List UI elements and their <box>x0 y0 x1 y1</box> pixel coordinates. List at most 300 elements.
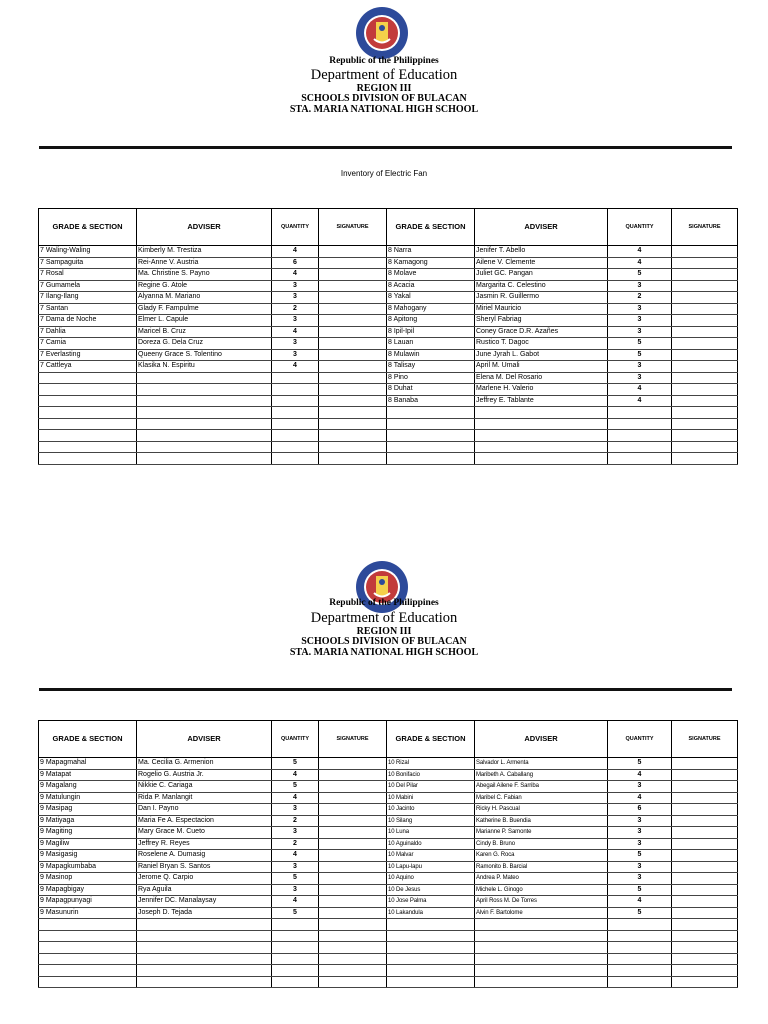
adviser-cell: Maribel C. Fabian <box>475 792 608 804</box>
signature-cell[interactable] <box>319 850 387 862</box>
signature-cell[interactable] <box>672 280 738 292</box>
section-cell: 10 Rizal <box>387 758 475 770</box>
quantity-cell: 3 <box>272 338 319 350</box>
signature-cell[interactable] <box>319 292 387 304</box>
signature-cell[interactable] <box>319 838 387 850</box>
region-label: REGION III <box>356 83 412 94</box>
col-grade-section: GRADE & SECTION <box>39 209 137 246</box>
table-row <box>39 257 738 269</box>
section-cell: 9 Masunurin <box>39 907 137 919</box>
table-row <box>39 919 738 931</box>
table-row <box>39 907 738 919</box>
table-row <box>39 292 738 304</box>
quantity-cell: 4 <box>272 769 319 781</box>
signature-cell[interactable] <box>672 395 738 407</box>
signature-cell[interactable] <box>319 919 387 931</box>
signature-cell[interactable] <box>672 804 738 816</box>
table-row <box>39 372 738 384</box>
signature-cell[interactable] <box>672 907 738 919</box>
adviser-cell: Jeffrey E. Tablante <box>475 395 608 407</box>
signature-cell[interactable] <box>319 942 387 954</box>
section-cell <box>39 919 137 931</box>
signature-cell[interactable] <box>319 430 387 442</box>
adviser-cell: Roselene A. Dumasig <box>137 850 272 862</box>
table-row <box>39 942 738 954</box>
adviser-cell: Regine G. Atole <box>137 280 272 292</box>
signature-cell[interactable] <box>319 965 387 977</box>
col-quantity: QUANTITY <box>608 209 672 246</box>
adviser-cell: Sheryl Fabriag <box>475 315 608 327</box>
quantity-cell: 4 <box>608 384 672 396</box>
adviser-cell: Mary Grace M. Cueto <box>137 827 272 839</box>
section-cell: 9 Masinop <box>39 873 137 885</box>
table-row <box>39 953 738 965</box>
signature-cell[interactable] <box>672 769 738 781</box>
table-row <box>39 838 738 850</box>
signature-cell[interactable] <box>672 441 738 453</box>
table-row <box>39 781 738 793</box>
signature-cell[interactable] <box>319 792 387 804</box>
section-cell <box>39 930 137 942</box>
section-cell: 7 Ilang-Ilang <box>39 292 137 304</box>
signature-cell[interactable] <box>672 292 738 304</box>
section-cell: 10 Aquino <box>387 873 475 885</box>
school-label: STA. MARIA NATIONAL HIGH SCHOOL <box>289 104 479 115</box>
section-cell: 10 Lapu-lapu <box>387 861 475 873</box>
table-row <box>39 407 738 419</box>
signature-cell[interactable] <box>672 430 738 442</box>
adviser-cell: Rogelio G. Austria Jr. <box>137 769 272 781</box>
adviser-cell: Karen G. Roca <box>475 850 608 862</box>
col-grade-section: GRADE & SECTION <box>387 209 475 246</box>
quantity-cell: 5 <box>272 873 319 885</box>
quantity-cell: 5 <box>608 269 672 281</box>
section-cell <box>387 441 475 453</box>
signature-cell[interactable] <box>672 781 738 793</box>
col-adviser: ADVISER <box>137 209 272 246</box>
signature-cell[interactable] <box>319 280 387 292</box>
section-cell <box>39 965 137 977</box>
signature-cell[interactable] <box>319 861 387 873</box>
adviser-cell: Raniel Bryan S. Santos <box>137 861 272 873</box>
signature-cell[interactable] <box>319 453 387 465</box>
adviser-cell <box>475 453 608 465</box>
signature-cell[interactable] <box>672 315 738 327</box>
signature-cell[interactable] <box>672 453 738 465</box>
adviser-cell <box>137 976 272 988</box>
adviser-cell <box>475 418 608 430</box>
signature-cell[interactable] <box>672 758 738 770</box>
table-row <box>39 326 738 338</box>
quantity-cell: 4 <box>272 792 319 804</box>
quantity-cell: 3 <box>272 884 319 896</box>
quantity-cell <box>272 418 319 430</box>
col-signature: SIGNATURE <box>319 209 387 246</box>
adviser-cell: Marlene H. Valerio <box>475 384 608 396</box>
signature-cell[interactable] <box>672 269 738 281</box>
signature-cell[interactable] <box>319 896 387 908</box>
section-cell <box>387 430 475 442</box>
adviser-cell: Andrea P. Mateo <box>475 873 608 885</box>
section-cell: 9 Magiting <box>39 827 137 839</box>
signature-cell[interactable] <box>319 758 387 770</box>
signature-cell[interactable] <box>672 930 738 942</box>
table-row <box>39 269 738 281</box>
signature-cell[interactable] <box>672 792 738 804</box>
quantity-cell <box>272 942 319 954</box>
section-cell <box>39 453 137 465</box>
table-row <box>39 349 738 361</box>
adviser-cell <box>137 942 272 954</box>
section-cell: 10 Lakandula <box>387 907 475 919</box>
signature-cell[interactable] <box>672 838 738 850</box>
section-cell: 8 Talisay <box>387 361 475 373</box>
adviser-cell <box>475 965 608 977</box>
section-cell: 10 Silang <box>387 815 475 827</box>
signature-cell[interactable] <box>672 303 738 315</box>
table-row <box>39 758 738 770</box>
signature-cell[interactable] <box>319 815 387 827</box>
section-cell: 9 Mapagmahal <box>39 758 137 770</box>
table-row <box>39 976 738 988</box>
adviser-cell: Jennifer DC. Manalaysay <box>137 896 272 908</box>
adviser-cell <box>137 930 272 942</box>
quantity-cell: 3 <box>272 827 319 839</box>
section-cell: 10 Aguinaldo <box>387 838 475 850</box>
signature-cell[interactable] <box>672 384 738 396</box>
col-adviser: ADVISER <box>137 721 272 758</box>
section-cell: 9 Magalang <box>39 781 137 793</box>
table-row <box>39 453 738 465</box>
signature-cell[interactable] <box>319 269 387 281</box>
section-cell: 9 Matiyaga <box>39 815 137 827</box>
signature-cell[interactable] <box>319 338 387 350</box>
col-quantity: QUANTITY <box>608 721 672 758</box>
signature-cell[interactable] <box>672 326 738 338</box>
section-cell: 7 Cattleya <box>39 361 137 373</box>
adviser-cell: April M. Umali <box>475 361 608 373</box>
quantity-cell <box>608 965 672 977</box>
signature-cell[interactable] <box>319 873 387 885</box>
section-cell: 8 Yakal <box>387 292 475 304</box>
quantity-cell: 4 <box>608 896 672 908</box>
signature-cell[interactable] <box>672 349 738 361</box>
adviser-cell: Klasika N. Espiritu <box>137 361 272 373</box>
quantity-cell: 2 <box>272 838 319 850</box>
section-cell: 8 Molave <box>387 269 475 281</box>
quantity-cell: 4 <box>272 326 319 338</box>
signature-cell[interactable] <box>319 781 387 793</box>
section-cell: 9 Masipag <box>39 804 137 816</box>
signature-cell[interactable] <box>672 246 738 258</box>
col-adviser: ADVISER <box>475 721 608 758</box>
table-row <box>39 884 738 896</box>
adviser-cell: Miriel Mauricio <box>475 303 608 315</box>
table-row <box>39 338 738 350</box>
signature-cell[interactable] <box>319 827 387 839</box>
section-cell: 10 De Jesus <box>387 884 475 896</box>
section-cell <box>39 976 137 988</box>
section-cell <box>387 919 475 931</box>
adviser-cell <box>475 407 608 419</box>
adviser-cell: Ma. Christine S. Payno <box>137 269 272 281</box>
quantity-cell: 4 <box>272 269 319 281</box>
section-cell <box>387 453 475 465</box>
signature-cell[interactable] <box>672 827 738 839</box>
adviser-cell: Cindy B. Bruno <box>475 838 608 850</box>
quantity-cell: 5 <box>608 907 672 919</box>
section-cell: 10 Bonifacio <box>387 769 475 781</box>
quantity-cell <box>272 953 319 965</box>
signature-cell[interactable] <box>319 246 387 258</box>
section-cell <box>387 418 475 430</box>
signature-cell[interactable] <box>319 407 387 419</box>
adviser-cell: Maribeth A. Caballang <box>475 769 608 781</box>
section-cell: 7 Dama de Noche <box>39 315 137 327</box>
signature-cell[interactable] <box>319 930 387 942</box>
adviser-cell <box>137 953 272 965</box>
quantity-cell: 5 <box>608 884 672 896</box>
adviser-cell: Nikkie C. Cariaga <box>137 781 272 793</box>
adviser-cell: Rya Aguila <box>137 884 272 896</box>
col-signature: SIGNATURE <box>319 721 387 758</box>
quantity-cell <box>608 942 672 954</box>
section-cell: 8 Lauan <box>387 338 475 350</box>
quantity-cell: 4 <box>608 257 672 269</box>
signature-cell[interactable] <box>319 395 387 407</box>
signature-cell[interactable] <box>672 873 738 885</box>
signature-cell[interactable] <box>672 257 738 269</box>
section-cell: 7 Santan <box>39 303 137 315</box>
section-cell: 7 Everlasting <box>39 349 137 361</box>
quantity-cell: 3 <box>272 280 319 292</box>
adviser-cell <box>475 953 608 965</box>
section-cell: 9 Masigasig <box>39 850 137 862</box>
adviser-cell: Ricky H. Pascual <box>475 804 608 816</box>
signature-cell[interactable] <box>672 942 738 954</box>
section-cell: 7 Camia <box>39 338 137 350</box>
quantity-cell: 5 <box>272 781 319 793</box>
col-adviser: ADVISER <box>475 209 608 246</box>
signature-cell[interactable] <box>319 326 387 338</box>
adviser-cell: Maria Fe A. Espectacion <box>137 815 272 827</box>
division-label: SCHOOLS DIVISION OF BULACAN <box>301 636 467 647</box>
signature-cell[interactable] <box>319 884 387 896</box>
adviser-cell <box>137 395 272 407</box>
section-cell: 8 Ipil-Ipil <box>387 326 475 338</box>
deped-seal-logo-icon <box>355 6 409 60</box>
inventory-table-grade-7-8 <box>38 208 738 465</box>
signature-cell[interactable] <box>319 349 387 361</box>
section-cell <box>39 418 137 430</box>
section-cell: 9 Mapagkumbaba <box>39 861 137 873</box>
quantity-cell: 3 <box>608 781 672 793</box>
signature-cell[interactable] <box>319 976 387 988</box>
quantity-cell: 4 <box>272 361 319 373</box>
signature-cell[interactable] <box>672 372 738 384</box>
quantity-cell: 5 <box>272 907 319 919</box>
adviser-cell: Katherine B. Buendia <box>475 815 608 827</box>
section-cell: 10 Luna <box>387 827 475 839</box>
quantity-cell: 4 <box>272 896 319 908</box>
quantity-cell <box>608 953 672 965</box>
signature-cell[interactable] <box>672 953 738 965</box>
adviser-cell <box>137 372 272 384</box>
section-cell <box>39 942 137 954</box>
quantity-cell <box>272 930 319 942</box>
signature-cell[interactable] <box>672 861 738 873</box>
section-cell: 10 Jacinto <box>387 804 475 816</box>
adviser-cell: Alyanna M. Mariano <box>137 292 272 304</box>
section-cell: 9 Mapagpunyagi <box>39 896 137 908</box>
adviser-cell <box>137 965 272 977</box>
signature-cell[interactable] <box>319 804 387 816</box>
table-header-row <box>39 721 738 758</box>
quantity-cell: 3 <box>608 280 672 292</box>
adviser-cell: Maricel B. Cruz <box>137 326 272 338</box>
signature-cell[interactable] <box>672 965 738 977</box>
section-cell: 8 Mahogany <box>387 303 475 315</box>
table-row <box>39 873 738 885</box>
section-cell: 10 Del Pilar <box>387 781 475 793</box>
section-cell <box>387 942 475 954</box>
signature-cell[interactable] <box>319 372 387 384</box>
adviser-cell: Marianne P. Samonte <box>475 827 608 839</box>
signature-cell[interactable] <box>319 361 387 373</box>
quantity-cell: 3 <box>608 838 672 850</box>
adviser-cell: Joseph D. Tejada <box>137 907 272 919</box>
adviser-cell: Doreza G. Dela Cruz <box>137 338 272 350</box>
signature-cell[interactable] <box>672 896 738 908</box>
table-row <box>39 965 738 977</box>
col-quantity: QUANTITY <box>272 721 319 758</box>
adviser-cell <box>475 441 608 453</box>
quantity-cell: 2 <box>272 303 319 315</box>
school-label: STA. MARIA NATIONAL HIGH SCHOOL <box>289 647 479 658</box>
adviser-cell: Rustico T. Dagoc <box>475 338 608 350</box>
adviser-cell <box>137 384 272 396</box>
section-cell <box>39 384 137 396</box>
table-row <box>39 441 738 453</box>
section-cell <box>39 953 137 965</box>
quantity-cell <box>272 965 319 977</box>
quantity-cell: 3 <box>608 361 672 373</box>
signature-cell[interactable] <box>319 303 387 315</box>
signature-cell[interactable] <box>319 315 387 327</box>
signature-cell[interactable] <box>672 407 738 419</box>
adviser-cell <box>137 441 272 453</box>
adviser-cell: Alvin F. Bartolome <box>475 907 608 919</box>
section-cell <box>39 441 137 453</box>
table-row <box>39 804 738 816</box>
quantity-cell <box>272 976 319 988</box>
table-header-row <box>39 209 738 246</box>
adviser-cell: Abegail Ailene F. Sarriba <box>475 781 608 793</box>
signature-cell[interactable] <box>319 953 387 965</box>
quantity-cell: 3 <box>272 292 319 304</box>
signature-cell[interactable] <box>672 361 738 373</box>
signature-cell[interactable] <box>319 907 387 919</box>
signature-cell[interactable] <box>319 257 387 269</box>
table-row <box>39 827 738 839</box>
section-cell: 10 Jose Palma <box>387 896 475 908</box>
table-row <box>39 792 738 804</box>
document-title: Inventory of Electric Fan <box>340 169 428 178</box>
signature-cell[interactable] <box>319 418 387 430</box>
quantity-cell: 3 <box>608 303 672 315</box>
adviser-cell: Salvador L. Armenta <box>475 758 608 770</box>
section-cell: 7 Rosal <box>39 269 137 281</box>
signature-cell[interactable] <box>319 384 387 396</box>
section-cell: 10 Malvar <box>387 850 475 862</box>
table-row <box>39 303 738 315</box>
quantity-cell: 4 <box>272 246 319 258</box>
section-cell: 9 Magiliw <box>39 838 137 850</box>
table-row <box>39 815 738 827</box>
adviser-cell <box>475 976 608 988</box>
adviser-cell: Elena M. Del Rosario <box>475 372 608 384</box>
section-cell <box>387 976 475 988</box>
quantity-cell <box>608 441 672 453</box>
quantity-cell: 3 <box>272 804 319 816</box>
table-row <box>39 361 738 373</box>
section-cell: 7 Dahlia <box>39 326 137 338</box>
col-signature: SIGNATURE <box>672 209 738 246</box>
quantity-cell: 3 <box>608 815 672 827</box>
table-row <box>39 315 738 327</box>
quantity-cell: 3 <box>608 326 672 338</box>
adviser-cell: April Ross M. De Torres <box>475 896 608 908</box>
quantity-cell: 5 <box>272 758 319 770</box>
adviser-cell: Dan I. Payno <box>137 804 272 816</box>
section-cell: 8 Mulawin <box>387 349 475 361</box>
adviser-cell <box>137 407 272 419</box>
quantity-cell: 2 <box>272 815 319 827</box>
adviser-cell: Margarita C. Celestino <box>475 280 608 292</box>
signature-cell[interactable] <box>672 815 738 827</box>
signature-cell[interactable] <box>319 441 387 453</box>
quantity-cell: 2 <box>608 292 672 304</box>
quantity-cell <box>272 430 319 442</box>
quantity-cell <box>608 919 672 931</box>
quantity-cell: 3 <box>272 349 319 361</box>
adviser-cell <box>137 430 272 442</box>
col-signature: SIGNATURE <box>672 721 738 758</box>
section-cell: 9 Mapagbigay <box>39 884 137 896</box>
header-divider <box>39 146 732 149</box>
signature-cell[interactable] <box>672 338 738 350</box>
signature-cell[interactable] <box>319 769 387 781</box>
signature-cell[interactable] <box>672 850 738 862</box>
quantity-cell <box>608 407 672 419</box>
quantity-cell <box>272 384 319 396</box>
section-cell: 9 Matulungin <box>39 792 137 804</box>
signature-cell[interactable] <box>672 976 738 988</box>
section-cell <box>39 372 137 384</box>
adviser-cell: Ailene V. Clemente <box>475 257 608 269</box>
signature-cell[interactable] <box>672 418 738 430</box>
section-cell: 7 Sampaguita <box>39 257 137 269</box>
signature-cell[interactable] <box>672 919 738 931</box>
adviser-cell: Rida P. Manlangit <box>137 792 272 804</box>
signature-cell[interactable] <box>672 884 738 896</box>
quantity-cell: 5 <box>608 850 672 862</box>
section-cell: 8 Kamagong <box>387 257 475 269</box>
quantity-cell: 4 <box>272 850 319 862</box>
col-grade-section: GRADE & SECTION <box>39 721 137 758</box>
division-label: SCHOOLS DIVISION OF BULACAN <box>301 93 467 104</box>
quantity-cell: 4 <box>608 395 672 407</box>
